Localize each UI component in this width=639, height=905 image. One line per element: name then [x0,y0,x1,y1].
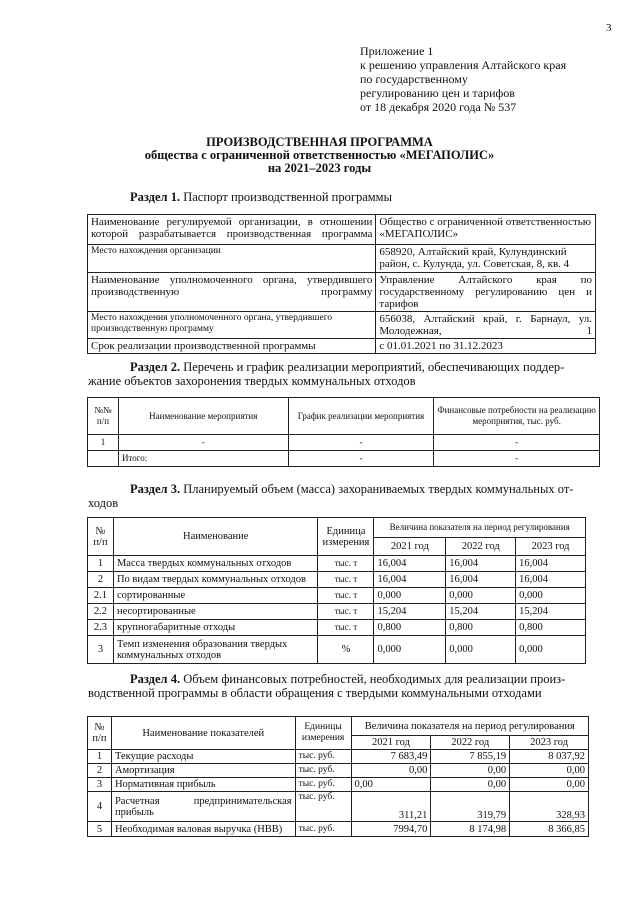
cell-num: 2 [88,572,114,588]
table-row [88,572,586,588]
cell-num: 3 [88,636,114,664]
col-header-num: № п/п [88,717,112,750]
section-1-label: Раздел 1. [130,190,181,204]
section-4-label: Раздел 4. [130,672,181,686]
col-header-num: №№ п/п [88,398,119,435]
cell-value: 7 683,49 [351,750,431,764]
cell-value: 0,00 [510,778,589,792]
table-row-total [88,451,600,467]
document-title [0,136,639,175]
appendix-line: Приложение 1 [360,44,434,58]
appendix-line: от 18 декабря 2020 года № 537 [360,100,517,114]
table-header-row [88,518,586,538]
table-row [88,245,596,273]
cell-name: Амортизация [111,764,295,778]
col-header-name: Наименование [113,518,317,556]
title-line-1: ПРОИЗВОДСТВЕННАЯ ПРОГРАММА [206,135,433,149]
table-header-row [88,398,600,435]
cell-num: 5 [88,822,112,837]
col-header-year: 2021 год [374,538,446,556]
section-4-text-2: водственной программы в области обращения с твердыми коммунальными отходами [88,686,542,700]
cell-name: Текущие расходы [111,750,295,764]
cell-value: 0,00 [431,764,510,778]
cell-value: 16,004 [516,556,586,572]
cell-value: 16,004 [446,556,516,572]
passport-value: 658920, Алтайский край, Кулундинский район, с. Кулунда, ул. Советская, 8, кв. 4 [376,245,596,273]
passport-table [87,214,596,354]
passport-label: Наименование регулируемой организации, в отношении которой разрабатывается производственная программа [88,215,376,245]
appendix-line: регулированию цен и тарифов [360,86,515,100]
cell-value: 328,93 [510,792,589,822]
cell-name: Масса твердых коммунальных отходов [113,556,317,572]
cell-name: - [118,435,288,451]
cell-num: 1 [88,435,119,451]
cell-unit: тыс. т [318,572,374,588]
table-row [88,636,586,664]
passport-label: Срок реализации производственной программы [88,339,376,354]
cell-value: 0,800 [446,620,516,636]
section-4-text: Объем финансовых потребностей, необходимых для реализации произ- [180,672,566,686]
table-row [88,822,589,837]
cell-value: 15,204 [374,604,446,620]
col-header-name: Наименование показателей [111,717,295,750]
cell-total-label: Итого: [118,451,288,467]
passport-value: Управление Алтайского края по государственному регулированию цен и тарифов [376,273,596,312]
cell-name: Необходимая валовая выручка (НВВ) [111,822,295,837]
section-2-text: Перечень и график реализации мероприятий, обеспечивающих поддер- [180,360,565,374]
cell-value: 311,21 [351,792,431,822]
section-3-heading [88,482,600,510]
table-row [88,764,589,778]
activities-table [87,397,600,467]
cell-name: крупногабаритные отходы [113,620,317,636]
col-header-num: № п/п [88,518,114,556]
section-4-heading [88,672,600,700]
col-header-period: Величина показателя на период регулирования [374,518,586,538]
passport-value: с 01.01.2021 по 31.12.2023 [376,339,596,354]
page-number: 3 [606,22,612,34]
cell-value: 8 174,98 [431,822,510,837]
cell-value: 0,000 [374,636,446,664]
cell-name: По видам твердых коммунальных отходов [113,572,317,588]
table-row [88,778,589,792]
section-2-text-2: жание объектов захоронения твердых коммунальных отходов [88,374,416,388]
section-1-text: Паспорт производственной программы [180,190,392,204]
cell-num: 3 [88,778,112,792]
col-header-finance: Финансовые потребности на реализацию мероприятия, тыс. руб. [434,398,600,435]
waste-volume-table [87,517,586,664]
col-header-unit: Единица измерения [318,518,374,556]
cell-name: Расчетная предпринимательская прибыль [111,792,295,822]
cell-unit: тыс. т [318,604,374,620]
cell-value: 15,204 [446,604,516,620]
section-3-text-2: ходов [88,496,119,510]
col-header-schedule: График реализации мероприятия [288,398,434,435]
appendix-line: по государственному [360,72,468,86]
table-row [88,588,586,604]
cell-num: 1 [88,556,114,572]
table-row [88,435,600,451]
passport-label: Место нахождения уполномоченного органа, утвердившего производственную программу [88,312,376,339]
cell-value: 0,00 [351,764,431,778]
cell-unit: тыс. руб. [295,778,351,792]
cell-num: 2.3 [88,620,114,636]
cell-unit: тыс. руб. [295,750,351,764]
cell-num: 4 [88,792,112,822]
cell-finance: - [434,435,600,451]
table-row [88,339,596,354]
table-row [88,273,596,312]
cell-unit: тыс. руб. [295,822,351,837]
title-line-2: общества с ограниченной ответственностью «МЕГАПОЛИС» [144,148,495,162]
cell-finance: - [434,451,600,467]
cell-unit: тыс. т [318,556,374,572]
col-header-year: 2023 год [516,538,586,556]
cell-value: 8 037,92 [510,750,589,764]
table-row [88,556,586,572]
appendix-block [360,44,566,114]
cell-value: 0,000 [446,588,516,604]
table-header-row [88,717,589,736]
table-row [88,604,586,620]
cell-value: 0,000 [446,636,516,664]
cell-value: 16,004 [516,572,586,588]
cell-value: 0,000 [374,588,446,604]
cell-value: 319,79 [431,792,510,822]
passport-label: Место нахождения организации [88,245,376,273]
section-2-heading [88,360,600,388]
cell-num: 1 [88,750,112,764]
table-row [88,792,589,822]
cell-unit: тыс. т [318,620,374,636]
cell-num: 2.2 [88,604,114,620]
table-row [88,215,596,245]
col-header-year: 2022 год [431,736,510,750]
appendix-line: к решению управления Алтайского края [360,58,567,72]
cell-value: 0,00 [431,778,510,792]
col-header-unit: Единицы измерения [295,717,351,750]
col-header-period: Величина показателя на период регулирования [351,717,588,736]
cell-schedule: - [288,435,434,451]
cell-name: несортированные [113,604,317,620]
cell-value: 0,000 [516,636,586,664]
cell-unit: тыс. т [318,588,374,604]
cell-value: 7 855,19 [431,750,510,764]
cell-value: 16,004 [374,572,446,588]
passport-value: 656038, Алтайский край, г. Барнаул, ул. Молодежная, 1 [376,312,596,339]
section-2-label: Раздел 2. [130,360,181,374]
cell-value: 0,800 [374,620,446,636]
cell-num: 2 [88,764,112,778]
financial-needs-table [87,716,589,837]
cell-name: Нормативная прибыль [111,778,295,792]
section-1-heading [130,190,392,204]
cell-schedule: - [288,451,434,467]
cell-value: 0,00 [351,778,431,792]
section-3-label: Раздел 3. [130,482,181,496]
cell-value: 7994,70 [351,822,431,837]
table-row [88,750,589,764]
table-row [88,312,596,339]
cell-value: 16,004 [446,572,516,588]
col-header-name: Наименование мероприятия [118,398,288,435]
cell-unit: тыс. руб. [295,764,351,778]
section-3-text: Планируемый объем (масса) захораниваемых твердых коммунальных от- [180,482,574,496]
passport-value: Общество с ограниченной ответственностью «МЕГАПОЛИС» [376,215,596,245]
cell-value: 15,204 [516,604,586,620]
cell-num: 2.1 [88,588,114,604]
cell-value: 0,000 [516,588,586,604]
cell-unit: % [318,636,374,664]
cell-name: сортированные [113,588,317,604]
passport-label: Наименование уполномоченного органа, утвердившего производственную программу [88,273,376,312]
col-header-year: 2021 год [351,736,431,750]
cell-value: 16,004 [374,556,446,572]
title-line-3: на 2021–2023 годы [267,161,372,175]
cell-name: Темп изменения образования твердых коммунальных отходов [113,636,317,664]
col-header-year: 2022 год [446,538,516,556]
cell-value: 8 366,85 [510,822,589,837]
cell-value: 0,800 [516,620,586,636]
cell-unit: тыс. руб. [295,792,351,822]
col-header-year: 2023 год [510,736,589,750]
cell-value: 0,00 [510,764,589,778]
cell-num [88,451,119,467]
table-row [88,620,586,636]
